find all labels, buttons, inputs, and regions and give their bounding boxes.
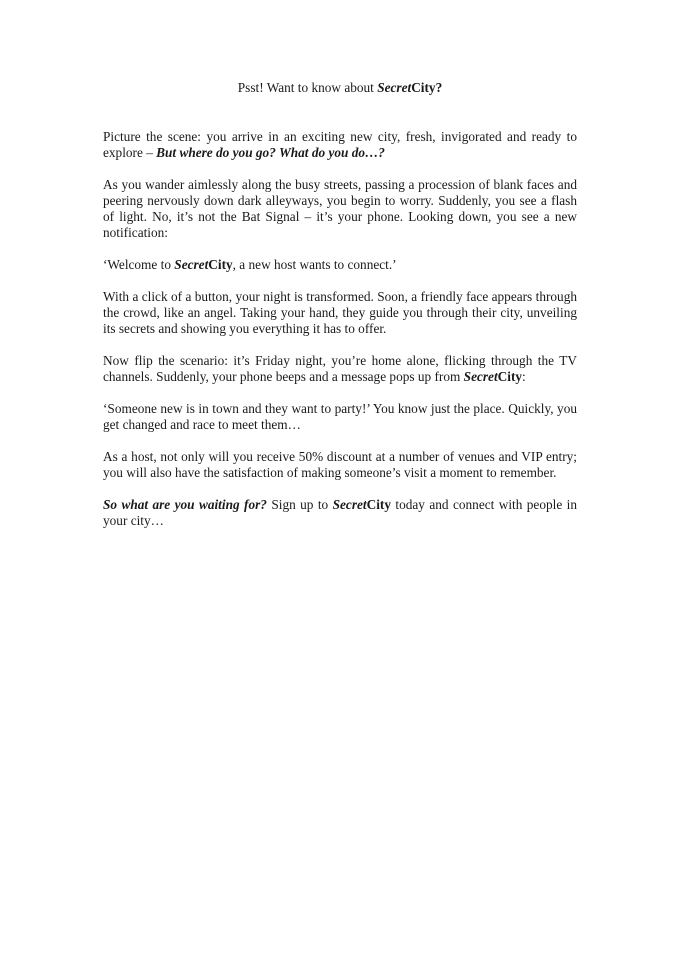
paragraph-8-brand-secret: Secret — [332, 497, 367, 512]
paragraph-3-brand-secret: Secret — [174, 257, 209, 272]
paragraph-5-brand-city: City — [497, 369, 523, 384]
paragraph-3-after: , a new host wants to connect.’ — [232, 257, 397, 272]
paragraph-3 — [103, 257, 577, 273]
paragraph-8-middle: Sign up to — [266, 497, 333, 512]
paragraph-5-text: Now flip the scenario: it’s Friday night, you’re home alone, flicking through the TV channels. Suddenly, your phone beeps and a message pops up from — [103, 353, 577, 384]
paragraph-7: As a host, not only will you receive 50% discount at a number of venues and VIP entry; you will also have the satisfaction of making someone’s visit a moment to remember. — [103, 449, 577, 480]
document-body — [103, 80, 577, 545]
paragraph-3-brand-city: City — [208, 257, 233, 272]
paragraph-1 — [103, 129, 577, 161]
paragraph-8 — [103, 497, 577, 529]
paragraph-8-after: today and connect with people in your city… — [103, 497, 577, 528]
paragraph-5-after: : — [522, 369, 526, 384]
paragraph-1-emphasis: But where do you go? What do you do…? — [156, 145, 385, 160]
title-suffix: ? — [435, 80, 443, 95]
paragraph-5-brand-secret: Secret — [463, 369, 498, 384]
paragraph-4: With a click of a button, your night is transformed. Soon, a friendly face appears through the crowd, like an angel. Taking your hand, they guide you through their city, unveiling its secrets and showing you everything it has to offer. — [103, 289, 577, 336]
paragraph-1-text: Picture the scene: you arrive in an exciting new city, fresh, invigorated and ready to explore – — [103, 129, 577, 160]
paragraph-8-brand-city: City — [366, 497, 391, 512]
paragraph-3-before: ‘Welcome to — [103, 257, 175, 272]
title-prefix: Psst! Want to know about — [237, 80, 378, 95]
paragraph-8-emphasis: So what are you waiting for? — [103, 497, 267, 512]
paragraph-5 — [103, 353, 577, 385]
title-brand-city: City — [411, 80, 436, 95]
paragraph-2: As you wander aimlessly along the busy streets, passing a procession of blank faces and peering nervously down dark alleyways, you begin to worry. Suddenly, you see a flash of light. No, it’s not the Bat Signal – it’s your phone. Looking down, you see a new notification: — [103, 177, 577, 240]
paragraph-6: ‘Someone new is in town and they want to party!’ You know just the place. Quickly, you get changed and race to meet them… — [103, 401, 577, 432]
title-brand-secret: Secret — [377, 80, 412, 95]
document-title — [103, 80, 577, 96]
